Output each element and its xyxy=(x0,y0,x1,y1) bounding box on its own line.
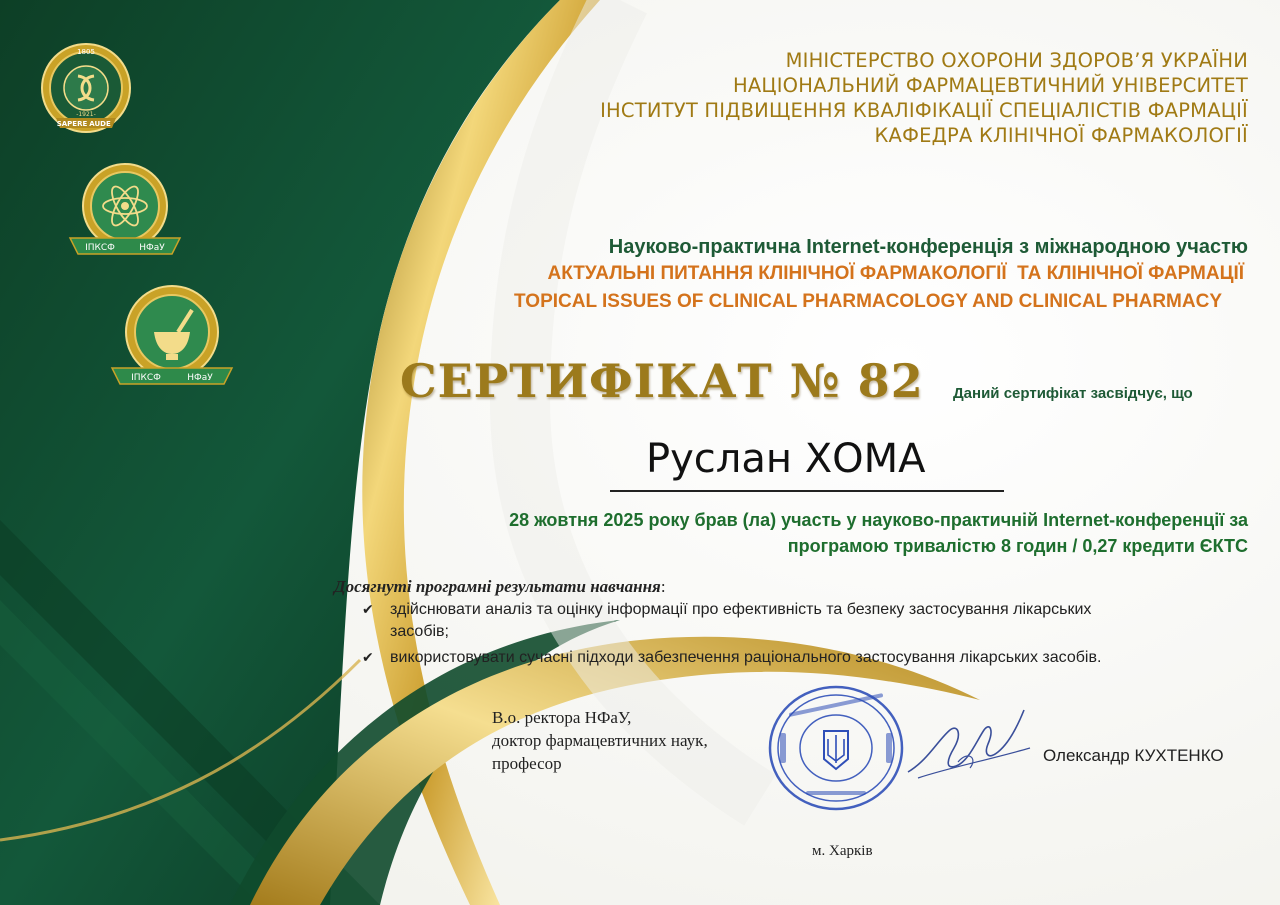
outcomes-heading-text: Досягнуті програмні результати навчання xyxy=(334,577,661,596)
signer-title xyxy=(492,706,708,775)
conference-name-ua: АКТУАЛЬНІ ПИТАННЯ КЛІНІЧНОЇ ФАРМАКОЛОГІЇ ТА КЛІНІЧНОЇ ФАРМАЦІЇ xyxy=(547,263,1244,284)
outcome-text xyxy=(390,647,1101,669)
certifies-text: Даний сертифікат засвідчує, що xyxy=(953,385,1193,402)
emblem-motto-left: SAPERE xyxy=(56,120,88,128)
signer-title-line-3: професор xyxy=(492,754,562,773)
atom-ribbon-left: ІПКСФ xyxy=(85,243,115,253)
recipient-name: Руслан ХОМА xyxy=(646,436,926,482)
handwritten-signature-icon xyxy=(898,700,1038,790)
outcomes-heading xyxy=(334,577,666,597)
checkmark-icon: ✔ xyxy=(362,602,374,618)
outcome-text xyxy=(390,599,1091,643)
conference-name-en: TOPICAL ISSUES OF CLINICAL PHARMACOLOGY AND CLINICAL PHARMACY xyxy=(514,291,1222,312)
outcome-line-1: здійснювати аналіз та оцінку інформації про ефективність та безпеку застосування лікарських xyxy=(390,601,1092,618)
signer-title-line-2: доктор фармацевтичних наук, xyxy=(492,731,708,750)
outcomes-heading-colon: : xyxy=(660,577,666,596)
atom-ribbon-right: НФаУ xyxy=(139,243,165,253)
institute-atom-emblem-icon xyxy=(66,160,184,266)
checkmark-icon: ✔ xyxy=(362,650,374,666)
mortar-ribbon-left: ІПКСФ xyxy=(131,373,161,383)
participation-line-1: 28 жовтня 2025 року брав (ла) участь у науково-практичній Internet-конференції за xyxy=(509,510,1248,530)
department-name: КАФЕДРА КЛІНІЧНОЇ ФАРМАКОЛОГІЇ xyxy=(874,124,1248,147)
emblem-year-bottom: -1921- xyxy=(76,111,96,118)
outcome-line-2: засобів; xyxy=(390,623,449,640)
university-name: НАЦІОНАЛЬНИЙ ФАРМАЦЕВТИЧНИЙ УНІВЕРСИТЕТ xyxy=(732,74,1248,97)
signer-title-line-1: В.о. ректора НФаУ, xyxy=(492,708,632,727)
emblem-year-top: 1805 xyxy=(77,48,95,56)
ministry-name: МІНІСТЕРСТВО ОХОРОНИ ЗДОРОВ’Я УКРАЇНИ xyxy=(785,49,1248,72)
outcome-line-1: використовувати сучасні підходи забезпечення раціонального застосування лікарських засобів. xyxy=(390,649,1102,666)
city: м. Харків xyxy=(812,843,873,859)
signer-name: Олександр КУХТЕНКО xyxy=(1043,746,1224,765)
official-seal-stamp-icon xyxy=(766,683,906,813)
department-mortar-emblem-icon xyxy=(108,282,236,398)
mortar-ribbon-right: НФаУ xyxy=(187,373,213,383)
recipient-underline xyxy=(610,490,1004,492)
conference-title: Науково-практична Internet-конференція з міжнародною участю xyxy=(608,236,1248,258)
institute-name: ІНСТИТУТ ПІДВИЩЕННЯ КВАЛІФІКАЦІЇ СПЕЦІАЛІСТІВ ФАРМАЦІЇ xyxy=(600,99,1248,122)
participation-line-2: програмою тривалістю 8 годин / 0,27 кредити ЄКТС xyxy=(787,536,1248,556)
certificate-title: СЕРТИФІКАТ № 82 xyxy=(400,354,924,408)
emblem-motto-right: AUDE xyxy=(89,120,111,128)
university-emblem-icon xyxy=(36,40,136,136)
